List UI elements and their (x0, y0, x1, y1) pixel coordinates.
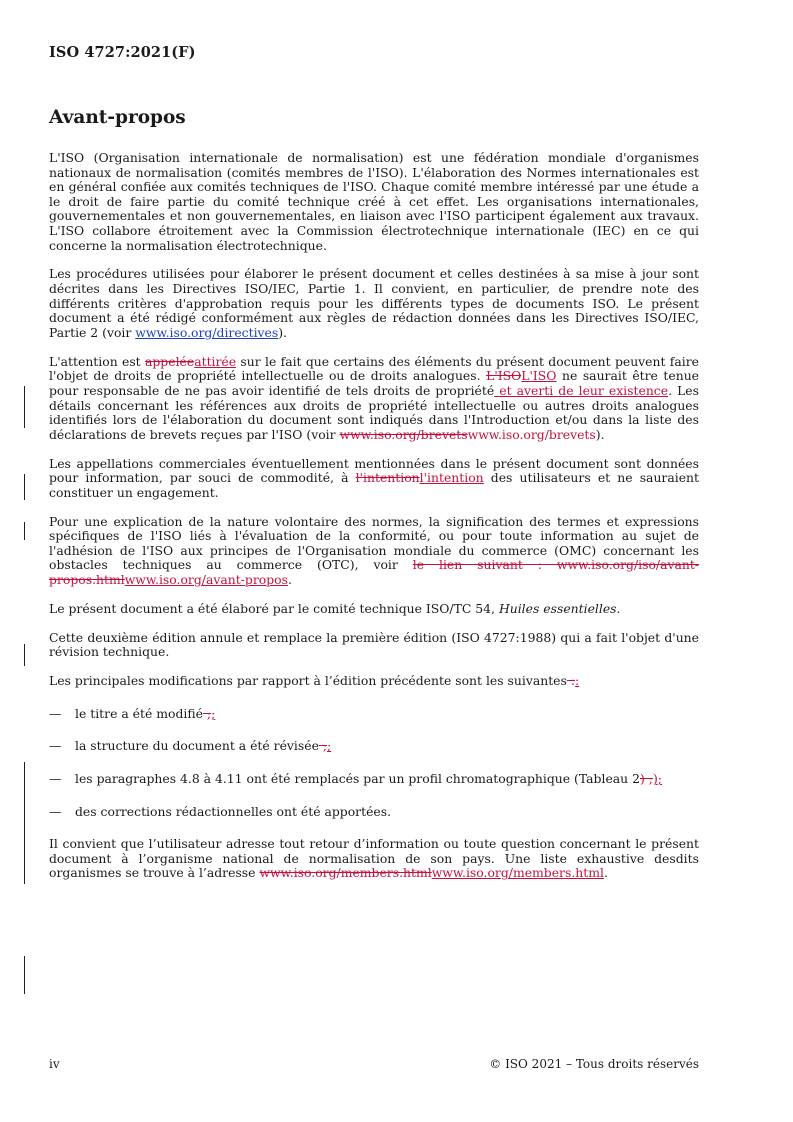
dash-marker: — (49, 705, 62, 721)
deleted-text: : (566, 673, 576, 689)
dash-marker: — (49, 803, 62, 819)
change-bar-members (24, 956, 25, 994)
paragraph-trade-names: Les appellations commerciales éventuellement mentionnées dans le présent document sont données pour information, par souci de commodité, à l'intentionl'intention des utilisateurs et ne sauraient constituer un engagement. (49, 455, 699, 500)
deleted-text: ) ; (639, 771, 653, 787)
inserted-text: : (575, 673, 580, 689)
inserted-text: ; (211, 705, 216, 721)
document-id: ISO 4727:2021(F) (49, 44, 196, 61)
change-bar-avant-propos (24, 644, 25, 666)
list-item: — la structure du document a été révisée ;; (49, 738, 332, 754)
deleted-text: ; (202, 705, 212, 721)
deleted-text: ; (318, 738, 328, 754)
deleted-link-text: le lien suivant : www.iso.org/iso/avant-propos.html (49, 557, 699, 588)
paragraph-voluntary-nature: Pour une explication de la nature volontaire des normes, la signification des termes et expressions spécifiques de l'ISO liés à l'évaluation de la conformité, ou pour toute information au sujet de l'adhésion de l'ISO aux principes de l'Organisation mondiale du commerce (OMC) concernant les obstacles techniques au commerce (OTC), voir le lien suivant : www.iso.org/iso/avant-propos.htmlwww.iso.org/avant-propos. (49, 513, 699, 588)
inserted-text: et averti de leur existence (494, 382, 669, 398)
deleted-text: appelée (144, 353, 195, 369)
dash-marker: — (49, 738, 62, 754)
paragraph-edition: Cette deuxième édition annule et remplace la première édition (ISO 4727:1988) qui a fait l'objet d'une révision technique. (49, 629, 699, 660)
inserted-text: L'ISO (521, 368, 557, 384)
paragraph-procedures: Les procédures utilisées pour élaborer le présent document et celles destinées à sa mise à jour sont décrites dans les Directives ISO/IEC, Partie 1. Il convient, en particulier, de prendre note des différents critères d'approbation requis pour les différents types de documents ISO. Le présent document a été rédigé conformément aux règles de rédaction données dans les Directives ISO/IEC, Partie 2 (voir www.iso.org/directives). (49, 266, 699, 340)
page-footer (49, 1057, 699, 1071)
list-item: — le titre a été modifié ;; (49, 705, 216, 721)
copyright-notice: © ISO 2021 – Tous droits réservés (489, 1057, 699, 1071)
change-bar-brevets (24, 474, 25, 500)
page-number: iv (49, 1057, 60, 1071)
deleted-text: l'intention (355, 470, 420, 486)
inserted-text: attirée (194, 353, 237, 369)
deleted-link-members: www.iso.org/members.html (259, 865, 432, 881)
paragraph-feedback: Il convient que l’utilisateur adresse tout retour d’information ou toute question concernant le présent document à l’organisme national de normalisation de son pays. Une liste exhaustive desdits organismes se trouve à l’adresse www.iso.org/members.htmlwww.iso.org/members.html. (49, 836, 699, 881)
deleted-text: L'ISO (486, 368, 522, 384)
document-body (49, 151, 699, 895)
deleted-link-brevets: www.iso.org/brevets (339, 426, 468, 442)
dash-marker: — (49, 771, 62, 787)
paragraph-attention: L'attention est appeléeattirée sur le fait que certains des éléments du présent document peuvent faire l'objet de droits de propriété intellectuelle ou de droits analogues. L'ISOL'ISO ne saurait être tenue pour responsable de ne pas avoir identifié de tels droits de propriété et averti de leur existence. Les détails concernant les références aux droits de propriété intellectuelle ou autres droits analogues identifiés lors de l'élaboration du document sont indiqués dans l'Introduction et/ou dans la liste des déclarations de brevets reçues par l'ISO (voir www.iso.org/brevetswww.iso.org/brevets). (49, 353, 700, 442)
link-members[interactable]: www.iso.org/members.html (431, 865, 604, 881)
link-avant-propos[interactable]: www.iso.org/avant-propos (124, 572, 288, 588)
change-bar-modifications (24, 762, 25, 884)
paragraph-iso: L'ISO (Organisation internationale de normalisation) est une fédération mondiale d'organismes nationaux de normalisation (comités membres de l'ISO). L'élaboration des Normes internationales est en général confiée aux comités techniques de l'ISO. Chaque comité membre intéressé par une étude a le droit de faire partie du comité technique créé à cet effet. Les organisations internationales, gouvernementales et non gouvernementales, en liaison avec l'ISO participent également aux travaux. L'ISO collabore étroitement avec la Commission électrotechnique internationale (IEC) en ce qui concerne la normalisation électrotechnique. (49, 150, 699, 253)
change-bar-intention (24, 522, 25, 540)
section-heading: Avant-propos (49, 107, 186, 128)
inserted-text: l'intention (419, 470, 484, 486)
paragraph-committee: Le présent document a été élaboré par le comité technique ISO/TC 54, Huiles essentielles. (49, 600, 621, 616)
link-brevets[interactable]: www.iso.org/brevets (467, 426, 596, 442)
inserted-text: ; (327, 738, 332, 754)
paragraph-modifications-intro: Les principales modifications par rapport à l’édition précédente sont les suivantes :: (49, 673, 580, 689)
list-item: — les paragraphes 4.8 à 4.11 ont été remplacés par un profil chromatographique (Tableau 2) ;); (49, 771, 662, 787)
inserted-text: ); (652, 771, 662, 787)
committee-title: Huiles essentielles (498, 600, 617, 616)
link-directives[interactable]: www.iso.org/directives (135, 324, 279, 340)
list-item: — des corrections rédactionnelles ont été apportées. (49, 803, 392, 819)
change-bar-attention (24, 386, 25, 428)
